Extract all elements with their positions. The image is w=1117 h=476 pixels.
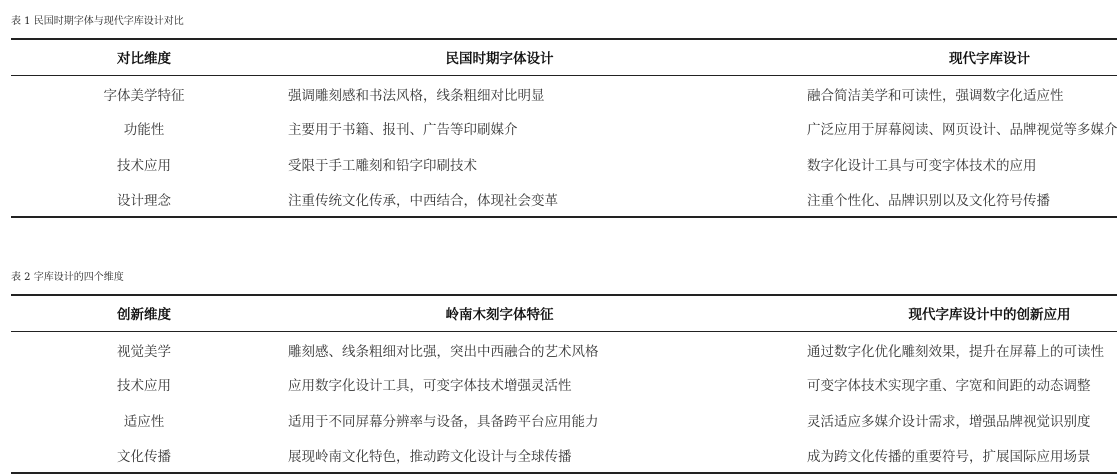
table-row bbox=[11, 438, 1117, 474]
table-row bbox=[11, 75, 1117, 111]
table2-header-dimension: 创新维度 bbox=[11, 295, 277, 331]
table-row bbox=[11, 111, 1117, 147]
table-cell: 广泛应用于屏幕阅读、网页设计、品牌视觉等多媒介 bbox=[807, 122, 1117, 139]
table-cell: 适应性 bbox=[123, 413, 165, 430]
table2-caption: 表 2 字库设计的四个维度 bbox=[11, 272, 124, 283]
table-cell: 成为跨文化传播的重要符号，扩展国际应用场景 bbox=[796, 438, 1117, 474]
table-cell: 可变字体技术实现字重、字宽和间距的动态调整 bbox=[807, 378, 1091, 395]
table1-header-row bbox=[11, 39, 1117, 75]
table-cell: 注重传统文化传承，中西结合，体现社会变革 bbox=[277, 182, 796, 218]
table2-header-modern-innovation: 现代字库设计中的创新应用 bbox=[796, 295, 1117, 331]
table-cell: 展现岭南文化特色，推动跨文化设计与全球传播 bbox=[277, 438, 796, 474]
table-cell: 视觉美学 bbox=[117, 344, 171, 360]
table-row bbox=[11, 402, 1117, 438]
table-cell: 通过数字化优化雕刻效果，提升在屏幕上的可读性 bbox=[807, 344, 1104, 360]
table2-header-row bbox=[11, 295, 1117, 331]
table-row bbox=[11, 182, 1117, 218]
table1-header-modern: 现代字库设计 bbox=[796, 39, 1117, 75]
table-cell: 强调雕刻感和书法风格，线条粗细对比明显 bbox=[288, 88, 545, 104]
table1 bbox=[11, 38, 1117, 218]
table-cell: 受限于手工雕刻和铅字印刷技术 bbox=[288, 157, 477, 174]
table-cell: 雕刻感、线条粗细对比强，突出中西融合的艺术风格 bbox=[288, 344, 599, 360]
table-cell: 主要用于书籍、报刊、广告等印刷媒介 bbox=[288, 122, 518, 139]
table-cell: 文化传播 bbox=[11, 438, 277, 474]
table-cell: 技术应用 bbox=[117, 378, 171, 395]
table1-caption: 表 1 民国时期字体与现代字库设计对比 bbox=[11, 16, 184, 27]
table2-header-lingnan: 岭南木刻字体特征 bbox=[277, 295, 796, 331]
table-cell: 字体美学特征 bbox=[103, 88, 185, 104]
table-cell: 适用于不同屏幕分辨率与设备，具备跨平台应用能力 bbox=[288, 413, 599, 430]
table2 bbox=[11, 294, 1117, 474]
table-cell: 注重个性化、品牌识别以及文化符号传播 bbox=[796, 182, 1117, 218]
table-cell: 融合简洁美学和可读性，强调数字化适应性 bbox=[807, 88, 1064, 104]
table-cell: 数字化设计工具与可变字体技术的应用 bbox=[807, 157, 1037, 174]
table-cell: 技术应用 bbox=[117, 157, 171, 174]
table-cell: 功能性 bbox=[123, 122, 165, 139]
table1-header-republic-era: 民国时期字体设计 bbox=[277, 39, 796, 75]
table-row bbox=[11, 331, 1117, 367]
table-row bbox=[11, 146, 1117, 182]
table-cell: 灵活适应多媒介设计需求，增强品牌视觉识别度 bbox=[807, 413, 1091, 430]
table-row bbox=[11, 367, 1117, 403]
table-cell: 应用数字化设计工具，可变字体技术增强灵活性 bbox=[288, 378, 572, 395]
table1-header-dimension: 对比维度 bbox=[11, 39, 277, 75]
table-cell: 设计理念 bbox=[11, 182, 277, 218]
